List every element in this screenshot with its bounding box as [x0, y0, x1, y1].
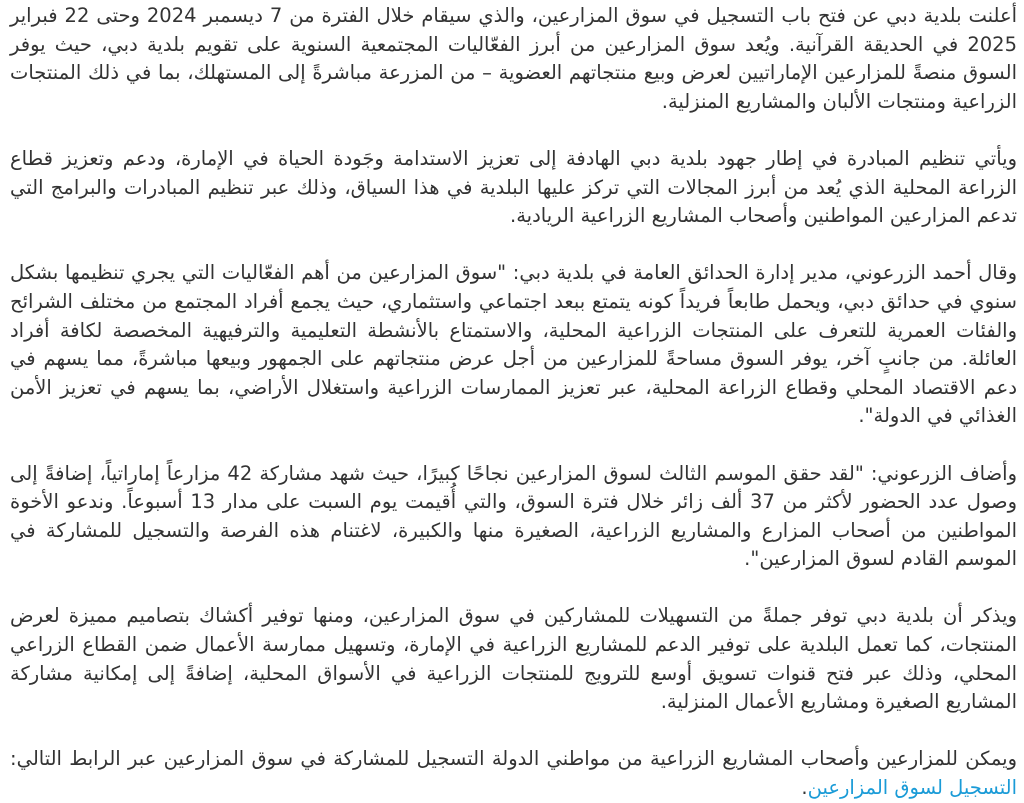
- registration-text: ويمكن للمزارعين وأصحاب المشاريع الزراعية من مواطني الدولة التسجيل للمشاركة في سوق المزارعين عبر الرابط التالي:: [10, 747, 1017, 771]
- registration-link[interactable]: التسجيل لسوق المزارعين: [807, 776, 1017, 800]
- article-paragraph-3: وقال أحمد الزرعوني، مدير إدارة الحدائق العامة في بلدية دبي: "سوق المزارعين من أهم الفعّاليات التي يجري تنظيمها بشكل سنوي في حدائق دبي، ويحمل طابعاً فريداً كونه يتمتع ببعد اجتماعي واستثماري، حيث يجمع أفراد المجتمع من مختلف الشرائح والفئات العمرية للتعرف على المنتجات الزراعية المحلية، والاستمتاع بالأنشطة التعليمية والترفيهية المخصصة لكافة أفراد العائلة. من جانبٍ آخر، يوفر السوق مساحةً للمزارعين من أجل عرض منتجاتهم على الجمهور وبيعها مباشرةً، مما يسهم في دعم الاقتصاد المحلي وقطاع الزراعة المحلية، عبر تعزيز الممارسات الزراعية واستغلال الأراضي، بما يسهم في تعزيز الأمن الغذائي في الدولة".: [10, 261, 1017, 428]
- article-paragraph-5: ويذكر أن بلدية دبي توفر جملةً من التسهيلات للمشاركين في سوق المزارعين، ومنها توفير أكشاك بتصاميم مميزة لعرض المنتجات، كما تعمل البلدية على توفير الدعم للمشاريع الزراعية في الإمارة، وتسهيل ممارسة الأعمال ضمن القطاع الزراعي المحلي، وذلك عبر فتح قنوات تسويق أوسع للترويج للمنتجات الزراعية في الأسواق المحلية، إضافةً إلى إمكانية مشاركة المشاريع الصغيرة ومشاريع الأعمال المنزلية.: [10, 604, 1017, 714]
- article-paragraph-6: [10, 745, 1017, 802]
- article-paragraph-1: أعلنت بلدية دبي عن فتح باب التسجيل في سوق المزارعين، والذي سيقام خلال الفترة من 7 ديسمبر 2024 وحتى 22 فبراير 2025 في الحديقة القرآنية. ويُعد سوق المزارعين من أبرز الفعّاليات المجتمعية السنوية على تقويم بلدية دبي، حيث يوفر السوق منصةً للمزارعين الإماراتيين لعرض وبيع منتجاتهم العضوية – من المزرعة مباشرةً إلى المستهلك، بما في ذلك المنتجات الزراعية ومنتجات الألبان والمشاريع المنزلية.: [10, 4, 1017, 113]
- article-paragraph-4: وأضاف الزرعوني: "لقد حقق الموسم الثالث لسوق المزارعين نجاحًا كبيرًا، حيث شهد مشاركة 42 مزارعاً إماراتياً، إضافةً إلى وصول عدد الحضور لأكثر من 37 ألف زائر خلال فترة السوق، والتي أُقيمت يوم السبت على مدار 13 أسبوعاً. وندعو الأخوة المواطنين من أصحاب المزارع والمشاريع الزراعية، الصغيرة منها والكبيرة، لاغتنام هذه الفرصة والتسجيل للمشاركة في الموسم القادم لسوق المزارعين".: [10, 461, 1017, 571]
- article-paragraph-2: ويأتي تنظيم المبادرة في إطار جهود بلدية دبي الهادفة إلى تعزيز الاستدامة وجَودة الحياة في الإمارة، ودعم وتعزيز قطاع الزراعة المحلية الذي يُعد من أبرز المجالات التي تركز عليها البلدية في هذا السياق، وذلك عبر تنظيم المبادرات والبرامج التي تدعم المزارعين المواطنين وأصحاب المشاريع الزراعية الريادية.: [10, 146, 1017, 228]
- end-punctuation: .: [801, 776, 808, 800]
